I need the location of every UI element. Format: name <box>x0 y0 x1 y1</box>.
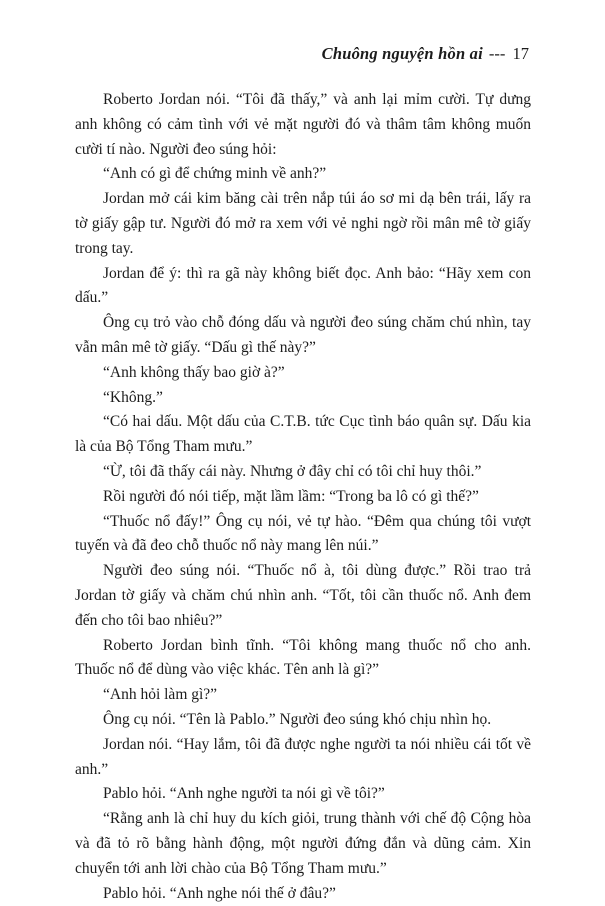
paragraph: Pablo hỏi. “Anh nghe người ta nói gì về tôi?” <box>103 785 385 803</box>
paragraph: Roberto Jordan bình tĩnh. “Tôi không mang thuốc nổ cho anh. Thuốc nổ để dùng vào việc khác. Tên anh là gì?” <box>75 636 531 679</box>
paragraph: “Anh không thấy bao giờ à?” <box>103 363 285 381</box>
paragraph: Ông cụ trỏ vào chỗ đóng dấu và người đeo súng chăm chú nhìn, tay vẫn mân mê tờ giấy. “Dấu gì thế này?” <box>75 314 531 356</box>
paragraph: Ông cụ nói. “Tên là Pablo.” Người đeo súng khó chịu nhìn họ. <box>103 710 492 728</box>
paragraph: “Có hai dấu. Một dấu của C.T.B. tức Cục tình báo quân sự. Dấu kia là của Bộ Tổng Tham mưu.” <box>75 413 531 456</box>
paragraph: “Ừ, tôi đã thấy cái này. Nhưng ở đây chỉ có tôi chỉ huy thôi.” <box>103 462 482 480</box>
running-header <box>322 44 529 64</box>
paragraph: Jordan mở cái kim băng cài trên nắp túi áo sơ mi dạ bên trái, lấy ra tờ giấy gập tư. Người đó mở ra xem với vẻ nghi ngờ rồi mân mê tờ giấy trong tay. <box>75 190 531 257</box>
page-number: 17 <box>512 44 529 63</box>
paragraph: Roberto Jordan nói. “Tôi đã thấy,” và anh lại mỉm cười. Tự dưng anh không có cảm tình với vẻ mặt người đó và thâm tâm không muốn cười tí nào. Người đeo súng hỏi: <box>75 91 531 158</box>
paragraph: “Anh có gì để chứng minh về anh?” <box>103 165 327 183</box>
paragraph: Jordan nói. “Hay lắm, tôi đã được nghe người ta nói nhiều cái tốt về anh.” <box>75 735 531 778</box>
paragraph: Pablo hỏi. “Anh nghe nói thế ở đâu?” <box>103 884 336 902</box>
paragraph: Jordan để ý: thì ra gã này không biết đọc. Anh bảo: “Hãy xem con dấu.” <box>75 264 531 307</box>
body-text <box>75 88 531 906</box>
paragraph: “Anh hỏi làm gì?” <box>103 686 218 704</box>
paragraph: “Không.” <box>103 388 163 406</box>
paragraph: “Thuốc nổ đấy!” Ông cụ nói, vẻ tự hào. “Đêm qua chúng tôi vượt tuyến và đã đeo chỗ thuốc nổ này mang lên núi.” <box>75 512 531 555</box>
paragraph: Người đeo súng nói. “Thuốc nổ à, tôi dùng được.” Rồi trao trả Jordan tờ giấy và chăm chú nhìn anh. “Tốt, tôi cần thuốc nổ. Anh đem đến cho tôi bao nhiêu?” <box>75 562 531 629</box>
header-separator: --- <box>488 44 506 63</box>
paragraph: Rồi người đó nói tiếp, mặt lầm lầm: “Trong ba lô có gì thế?” <box>103 487 479 505</box>
paragraph: “Rằng anh là chỉ huy du kích giỏi, trung thành với chế độ Cộng hòa và đã tỏ rõ bằng hành động, một người đứng đắn và dũng cảm. Xin chuyển tới anh lời chào của Bộ Tổng Tham mưu.” <box>75 810 531 877</box>
book-title: Chuông nguyện hồn ai <box>321 44 483 63</box>
